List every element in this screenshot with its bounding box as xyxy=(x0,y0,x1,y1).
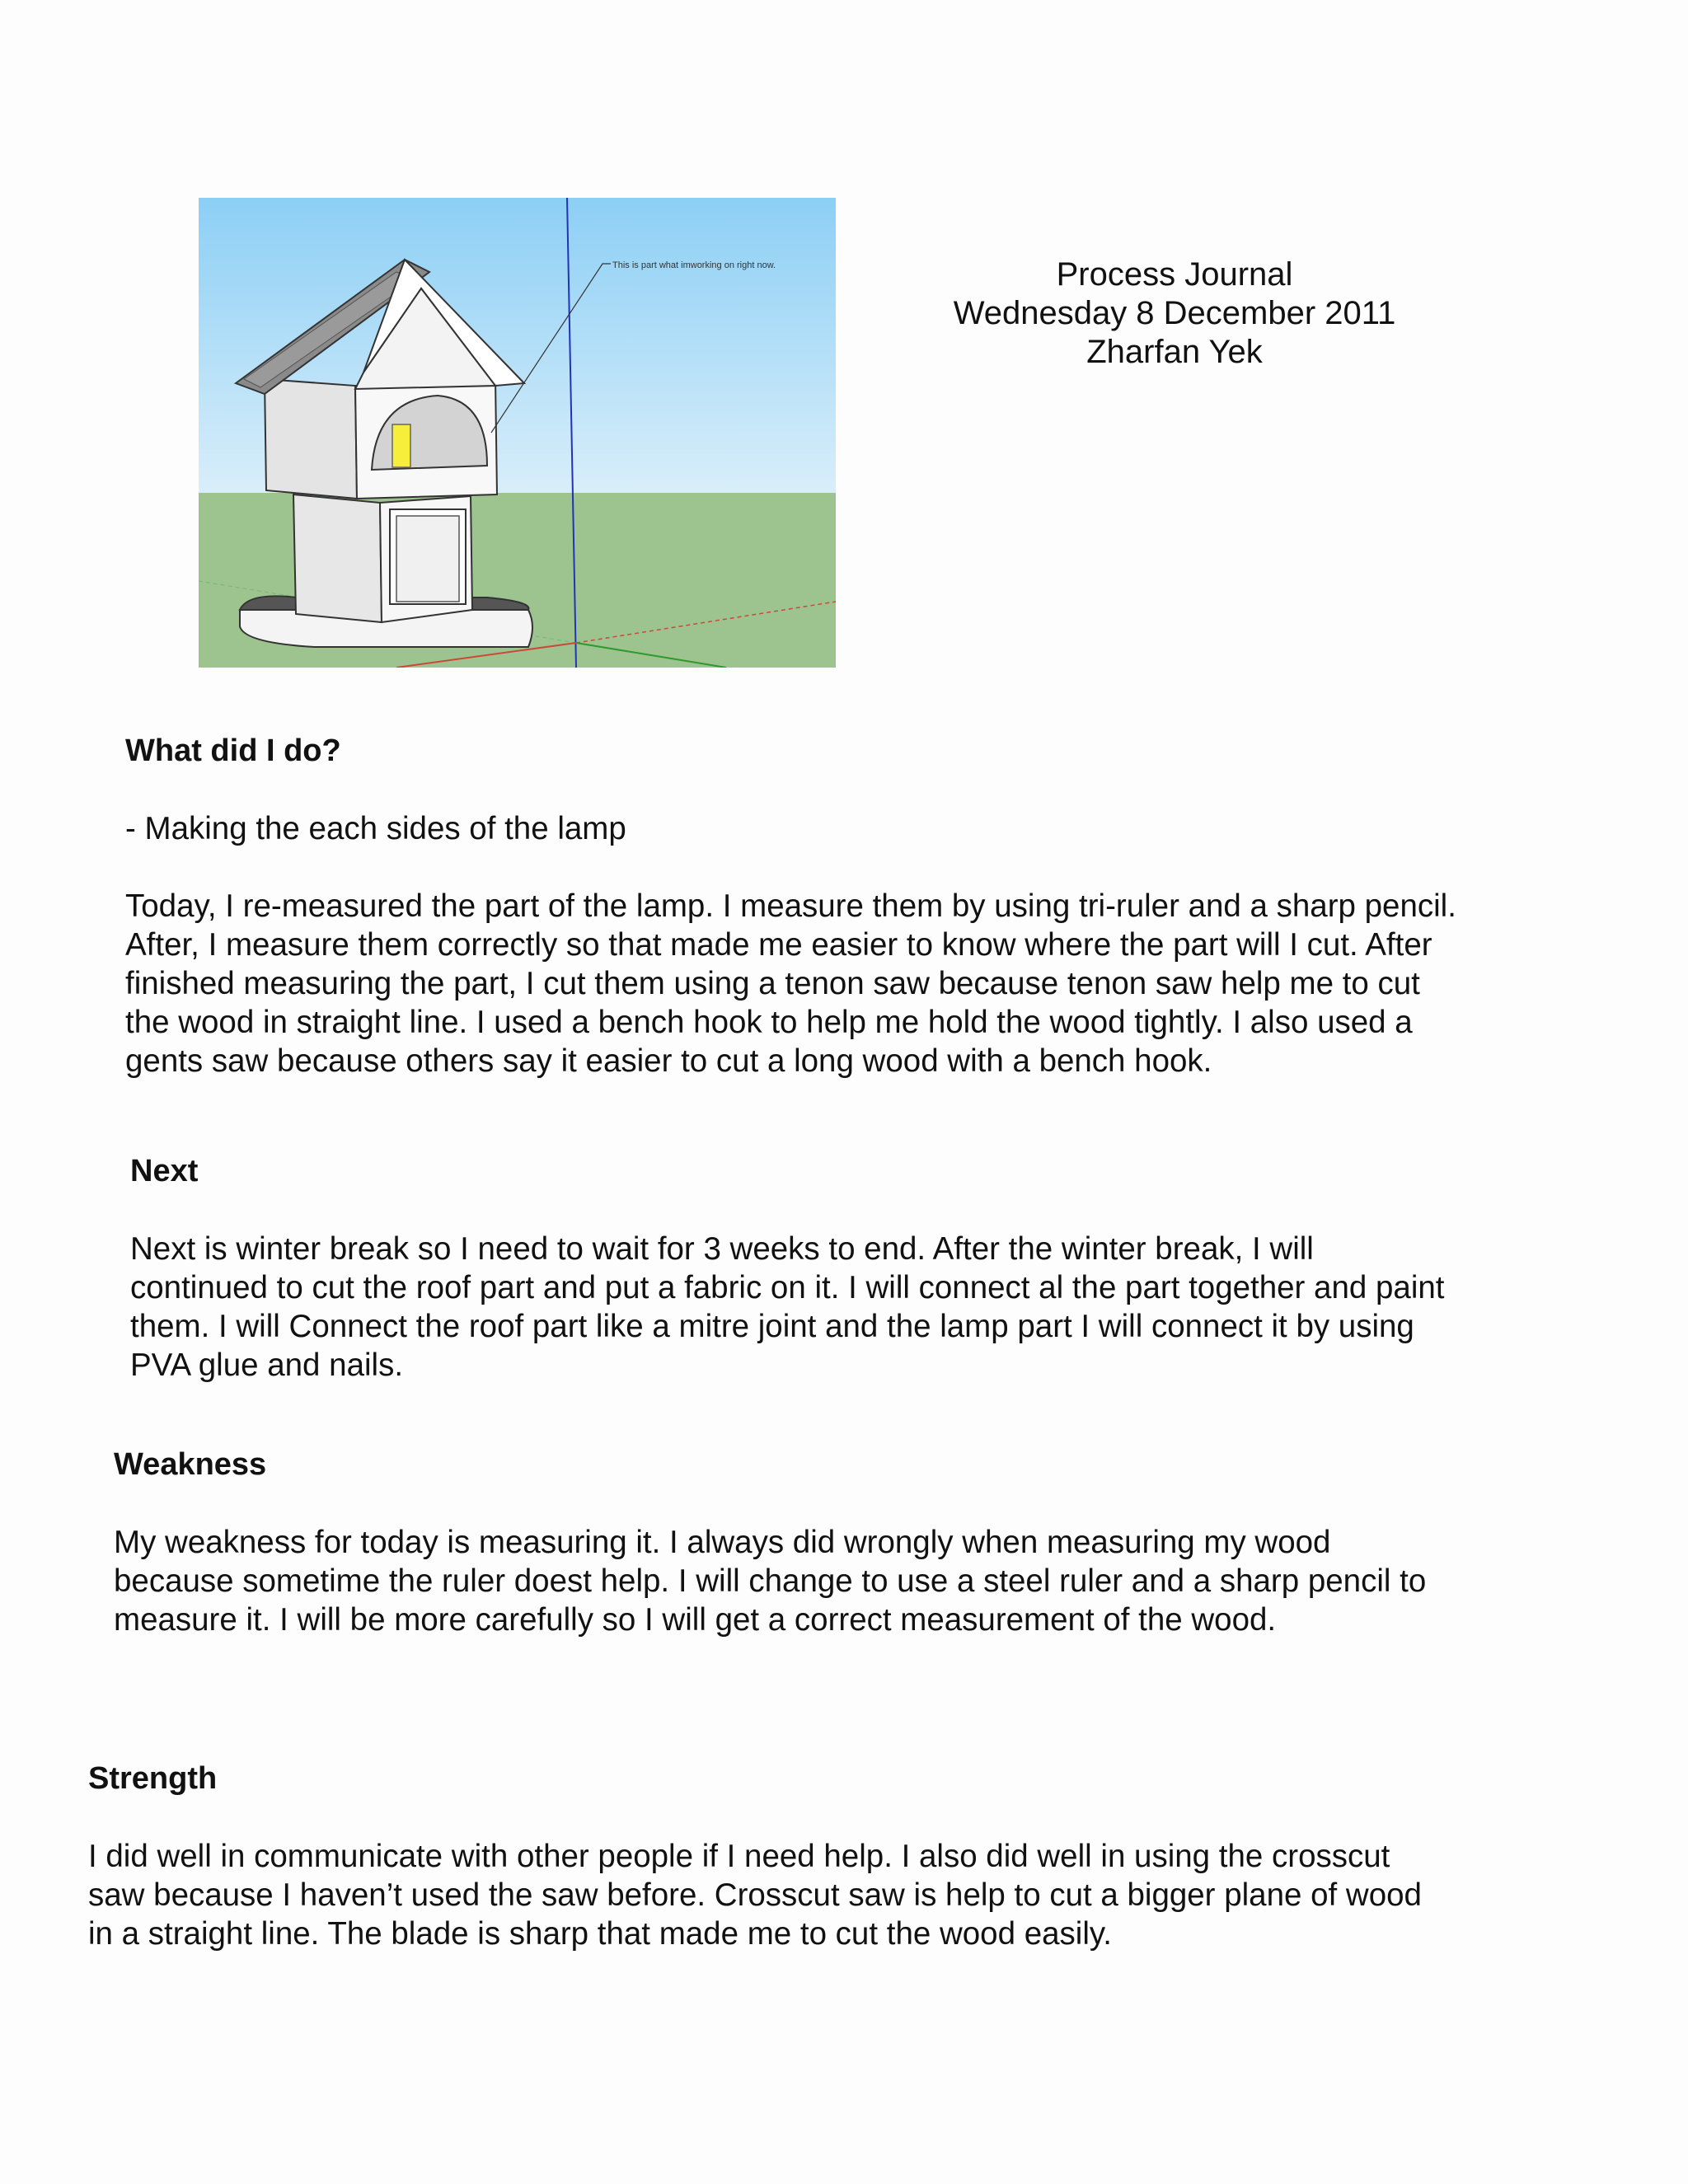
journal-title: Process Journal xyxy=(1056,256,1293,293)
section-bullet-what-did-i-do: - Making the each sides of the lamp xyxy=(125,811,626,846)
journal-header xyxy=(907,255,1442,372)
section-heading-what-did-i-do: What did I do? xyxy=(125,733,341,768)
journal-author: Zharfan Yek xyxy=(1086,334,1263,370)
section-body-weakness: My weakness for today is measuring it. I always did wrongly when measuring my wood because sometime the ruler doest help. I will change to use a steel ruler and a sharp pencil to measure it. I will be more carefully so I will get a correct measurement of the wood. xyxy=(114,1525,1427,1638)
section-heading-strength: Strength xyxy=(88,1761,218,1796)
section-body-strength: I did well in communicate with other people if I need help. I also did well in using the crosscut saw because I haven’t used the saw before. Crosscut saw is help to cut a bigger plane of wood in a straight line. The blade is sharp that made me to cut the wood easily. xyxy=(88,1839,1422,1952)
section-body-what-did-i-do: Today, I re-measured the part of the lamp. I measure them by using tri-ruler and a sharp pencil. After, I measure them correctly so that made me easier to know where the part will I cut. After finished measuring the part, I cut them using a tenon saw because tenon saw help me to cut the wood in straight line. I used a bench hook to help me hold the wood tightly. I also used a gents saw because others say it easier to cut a long wood with a bench hook. xyxy=(125,888,1456,1079)
render-callout-label: This is part what imworking on right now. xyxy=(612,260,776,270)
section-heading-weakness: Weakness xyxy=(114,1447,267,1482)
journal-date: Wednesday 8 December 2011 xyxy=(953,295,1396,331)
lamp-model-render xyxy=(199,198,836,668)
section-heading-next: Next xyxy=(130,1154,199,1188)
section-body-next: Next is winter break so I need to wait for 3 weeks to end. After the winter break, I will continued to cut the roof part and put a fabric on it. I will connect al the part together and paint them. I will Connect the roof part like a mitre joint and the lamp part I will connect it by using PVA glue and nails. xyxy=(130,1231,1445,1383)
